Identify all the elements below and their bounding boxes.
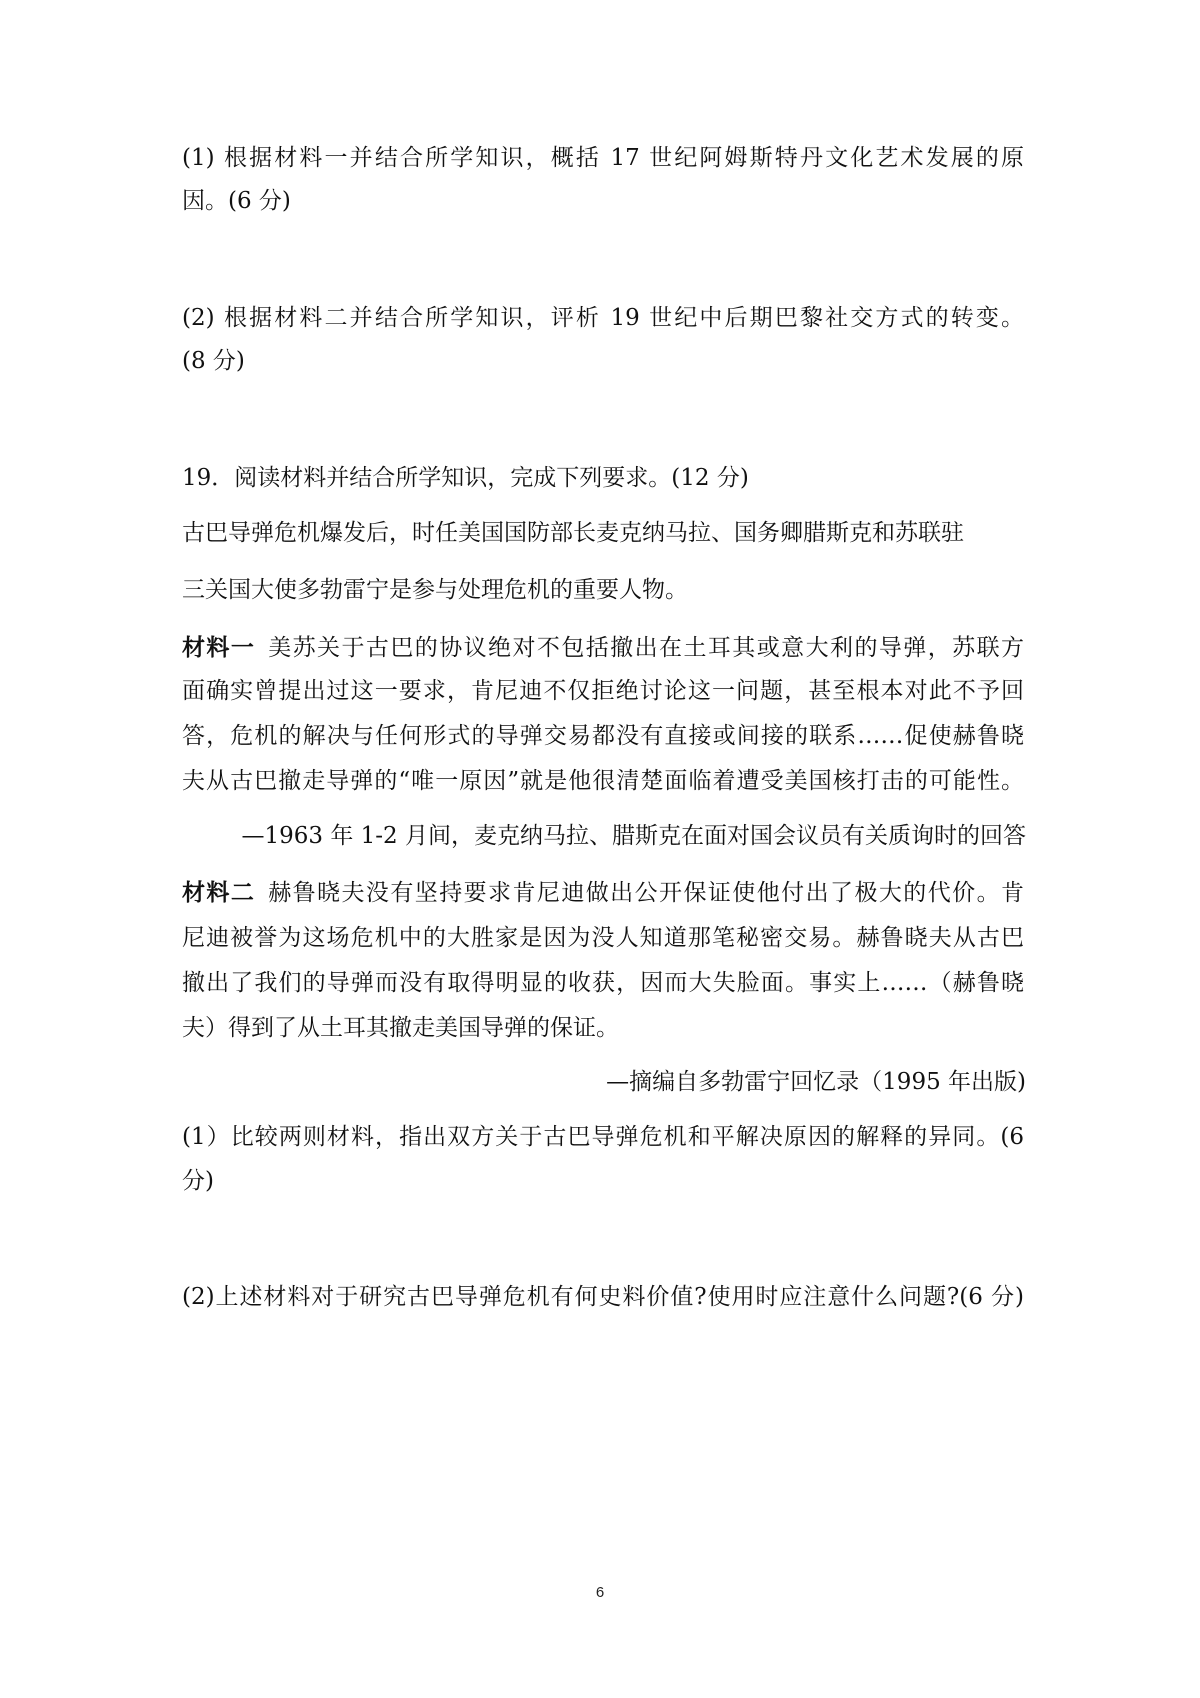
q18-sub2-line1: (2) 根据材料二并结合所学知识，评析 19 世纪中后期巴黎社交方式的转变。 [182, 305, 1024, 331]
q19-intro-line2: 三关国大使多勃雷宁是参与处理危机的重要人物。 [182, 577, 688, 603]
q19-sub1-line1: (1）比较两则材料，指出双方关于古巴导弹危机和平解决原因的解释的异同。(6 [182, 1124, 1024, 1150]
material2-label: 材料二 [182, 879, 256, 906]
material1-text-line1: 美苏关于古巴的协议绝对不包括撤出在土耳其或意大利的导弹，苏联方 [266, 635, 1025, 661]
material2-line4: 夫）得到了从土耳其撤走美国导弹的保证。 [182, 1015, 619, 1041]
material1-source: —1963 年 1-2 月间，麦克纳马拉、腊斯克在面对国会议员有关质询时的回答 [241, 823, 1026, 849]
material2-line3: 撤出了我们的导弹而没有取得明显的收获，因而大失脸面。事实上……（赫鲁晓 [182, 970, 1024, 996]
material1-line3: 答，危机的解决与任何形式的导弹交易都没有直接或间接的联系……促使赫鲁晓 [182, 723, 1024, 749]
material2-line1 [182, 878, 1024, 908]
q19-stem: 19．阅读材料并结合所学知识，完成下列要求。(12 分) [182, 465, 749, 491]
q18-sub1-line2: 因。(6 分) [182, 188, 291, 214]
material1-label: 材料一 [182, 634, 256, 661]
material2-text-line1: 赫鲁晓夫没有坚持要求肯尼迪做出公开保证使他付出了极大的代价。肯 [266, 880, 1025, 906]
q19-sub2: (2)上述材料对于研究古巴导弹危机有何史料价值?使用时应注意什么问题?(6 分) [182, 1284, 1024, 1310]
q19-intro-line1: 古巴导弹危机爆发后，时任美国国防部长麦克纳马拉、国务卿腊斯克和苏联驻 [182, 520, 964, 546]
q18-sub1-line1: (1) 根据材料一并结合所学知识，概括 17 世纪阿姆斯特丹文化艺术发展的原 [182, 145, 1024, 171]
material1-line2: 面确实曾提出过这一要求，肯尼迪不仅拒绝讨论这一问题，甚至根本对此不予回 [182, 678, 1024, 704]
material2-source: —摘编自多勃雷宁回忆录（1995 年出版) [606, 1069, 1026, 1095]
material1-line4: 夫从古巴撤走导弹的“唯一原因”就是他很清楚面临着遭受美国核打击的可能性。 [182, 768, 1024, 794]
material1-line1 [182, 633, 1024, 663]
q19-sub1-line2: 分) [182, 1168, 214, 1194]
q18-sub2-line2: (8 分) [182, 348, 245, 374]
material2-line2: 尼迪被誉为这场危机中的大胜家是因为没人知道那笔秘密交易。赫鲁晓夫从古巴 [182, 925, 1024, 951]
page-number: 6 [595, 1584, 605, 1601]
